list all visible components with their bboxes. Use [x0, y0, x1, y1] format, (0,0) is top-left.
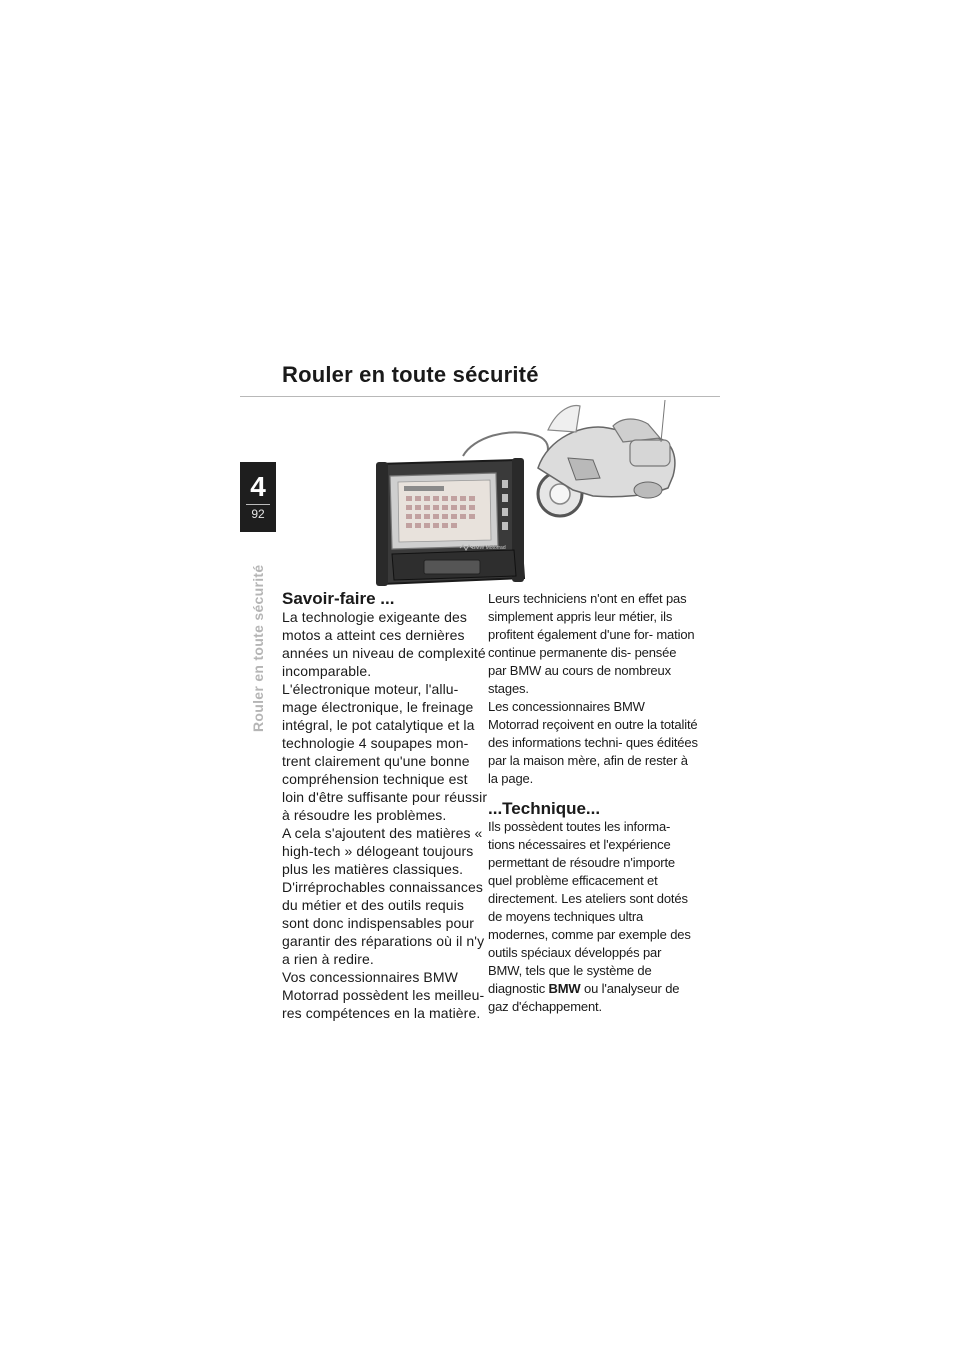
- section-heading-savoir-faire: Savoir-faire ...: [282, 589, 395, 608]
- paragraph: A cela s'ajoutent des matières « high-tech » délogeant toujours plus les matières classiques.: [282, 825, 483, 877]
- page-number: 92: [251, 507, 265, 521]
- diagnostic-tablet-icon: [376, 458, 524, 586]
- chapter-tab: [240, 462, 276, 532]
- brand-bold: BMW: [548, 981, 581, 996]
- diagnostic-cable: [463, 432, 548, 456]
- paragraph: La technologie exigeante des motos a atteint ces dernières années un niveau de complexité incomparable.: [282, 609, 486, 679]
- page-title: Rouler en toute sécurité: [282, 362, 539, 387]
- chapter-divider: [246, 504, 270, 505]
- paragraph-technique: [488, 818, 698, 1016]
- title-divider: [240, 396, 720, 397]
- side-chapter-label: Rouler en toute sécurité: [250, 564, 266, 732]
- paragraph: Vos concessionnaires BMW Motorrad possèdent les meilleu- res compétences en la matière.: [282, 969, 485, 1021]
- right-column: [488, 590, 698, 1016]
- device-brand-label: BMW Motorrad: [472, 545, 506, 551]
- paragraph: Les concessionnaires BMW Motorrad reçoivent en outre la totalité des informations techni- ques éditées par la maison mère, afin de rester à la page.: [488, 699, 698, 786]
- left-column: [282, 590, 492, 1022]
- paragraph: Leurs techniciens n'ont en effet pas simplement appris leur métier, ils profitent également d'une for- mation continue permanente dis- pensée par BMW au cours de nombreux stages.: [488, 591, 695, 696]
- paragraph: L'électronique moteur, l'allu- mage électronique, le freinage intégral, le pot catalytique et la technologie 4 soupapes mon- trent clairement qu'une bonne compréhension technique est loin d'être suffisante pour réussir à résoudre les problèmes.: [282, 681, 488, 823]
- paragraph: D'irréprochables connaissances du métier et des outils requis sont donc indispensables pour garantir des réparations où il n'y a rien à redire.: [282, 879, 485, 967]
- motorcycle-icon: [538, 400, 675, 516]
- diagnostic-tablet-and-motorcycle-illustration: [368, 398, 688, 586]
- technique-text: Ils possèdent toutes les informa- tions nécessaires et l'expérience permettant de résoudre n'importe quel problème efficacement et directement. Les ateliers sont dotés de moyens techniques ultra modernes, comme par exemple des outils spéciaux développés par BMW, tels que le système de diagnostic: [488, 819, 691, 996]
- chapter-number: 4: [250, 471, 266, 502]
- section-heading-technique: ...Technique...: [488, 799, 601, 818]
- technique-tail: ou l'analyseur de gaz d'échappement.: [488, 981, 680, 1014]
